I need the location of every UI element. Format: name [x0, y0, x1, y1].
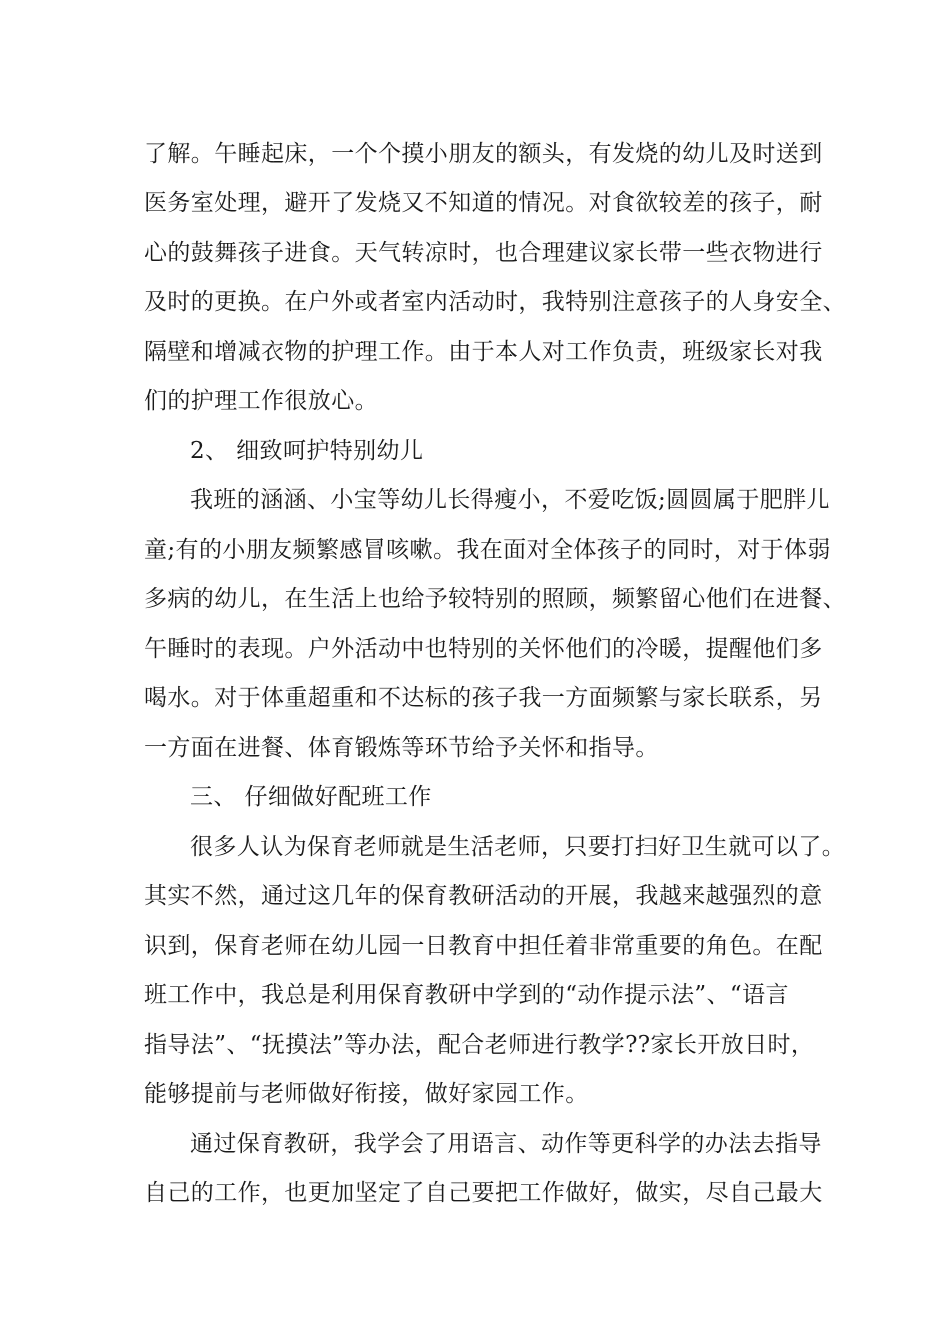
paragraph-line: 班工作中，我总是利用保育教研中学到的“动作提示法”、“语言: [144, 982, 789, 1008]
paragraph-line: 心的鼓舞孩子进食。天气转凉时，也合理建议家长带一些衣物进行: [144, 240, 823, 266]
paragraph-line: 医务室处理，避开了发烧又不知道的情况。对食欲较差的孩子，耐: [144, 190, 823, 216]
paragraph-line: 通过保育教研，我学会了用语言、动作等更科学的办法去指导: [190, 1131, 822, 1157]
paragraph-line: 很多人认为保育老师就是生活老师，只要打扫好卫生就可以了。: [190, 834, 846, 860]
paragraph-line: 其实不然，通过这几年的保育教研活动的开展，我越来越强烈的意: [144, 883, 823, 909]
section-heading: 2、 细致呵护特别幼儿: [190, 438, 424, 464]
paragraph-line: 午睡时的表现。户外活动中也特别的关怀他们的冷暖，提醒他们多: [144, 636, 823, 662]
paragraph-line: 隔壁和增减衣物的护理工作。由于本人对工作负责，班级家长对我: [144, 339, 823, 365]
paragraph-line: 一方面在进餐、体育锻炼等环节给予关怀和指导。: [144, 735, 659, 761]
paragraph-line: 了解。午睡起床，一个个摸小朋友的额头，有发烧的幼儿及时送到: [144, 141, 823, 167]
paragraph-line: 我班的涵涵、小宝等幼儿长得瘦小，不爱吃饭;圆圆属于肥胖儿: [190, 487, 830, 513]
paragraph-line: 识到，保育老师在幼儿园一日教育中担任着非常重要的角色。在配: [144, 933, 823, 959]
paragraph-line: 指导法”、“抚摸法”等办法，配合老师进行教学??家长开放日时，: [144, 1032, 815, 1058]
paragraph-line: 喝水。对于体重超重和不达标的孩子我一方面频繁与家长联系，另: [144, 685, 823, 711]
paragraph-line: 能够提前与老师做好衔接，做好家园工作。: [144, 1081, 589, 1107]
paragraph-line: 多病的幼儿，在生活上也给予较特别的照顾，频繁留心他们在进餐、: [144, 586, 846, 612]
paragraph-line: 自己的工作，也更加坚定了自己要把工作做好，做实，尽自己最大: [144, 1180, 823, 1206]
paragraph-line: 童;有的小朋友频繁感冒咳嗽。我在面对全体孩子的同时，对于体弱: [144, 537, 831, 563]
paragraph-line: 及时的更换。在户外或者室内活动时，我特别注意孩子的人身安全、: [144, 289, 846, 315]
paragraph-line: 们的护理工作很放心。: [144, 388, 378, 414]
section-heading: 三、 仔细做好配班工作: [190, 784, 432, 810]
